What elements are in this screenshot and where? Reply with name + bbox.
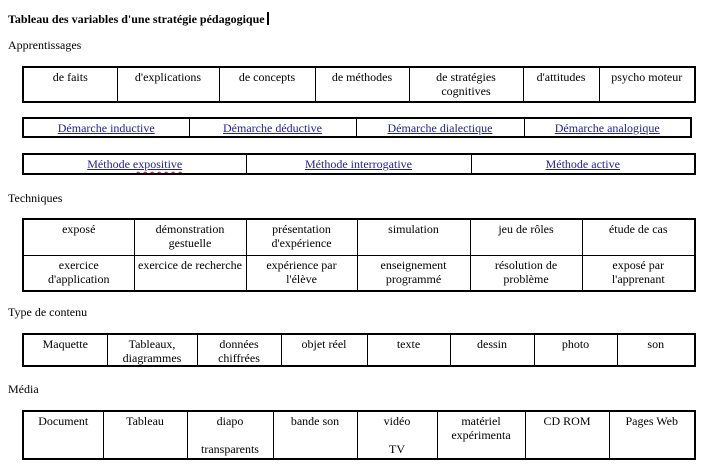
cell-demarche-dialectique: [356, 118, 524, 137]
table-row: [23, 219, 695, 255]
cell-expose-apprenant: exposé par l'apprenant: [582, 255, 695, 291]
cell-son: son: [617, 334, 695, 366]
cell-methode-interrogative: [246, 154, 471, 174]
cell-concepts: de concepts: [219, 67, 315, 102]
cell-tableaux-diagrammes: Tableaux, diagrammes: [107, 334, 197, 366]
cell-bande-son: bande son: [273, 411, 357, 459]
cell-exercice-recherche: exercice de recherche: [134, 255, 246, 291]
cell-presentation-experience: présentation d'expérience: [246, 219, 357, 255]
link-methode-expositive-word1: Méthode: [87, 157, 133, 171]
cell-photo: photo: [534, 334, 617, 366]
text-transparents: transparents: [201, 442, 259, 456]
cell-methode-expositive: [23, 154, 246, 174]
cell-methode-active: [471, 154, 695, 174]
cell-de-faits: de faits: [23, 67, 117, 102]
link-methode-interrogative[interactable]: Méthode interrogative: [305, 157, 412, 171]
cell-demonstration-gestuelle: démonstration gestuelle: [134, 219, 246, 255]
section-type-de-contenu: Type de contenu: [8, 305, 88, 319]
cell-psycho-moteur: psycho moteur: [599, 67, 695, 102]
table-row: [23, 67, 695, 102]
text-diapo: diapo: [216, 414, 244, 428]
techniques-table: [22, 218, 696, 292]
section-media: Média: [8, 382, 39, 396]
cell-document: Document: [23, 411, 103, 459]
cell-exercice-application: exercice d'application: [23, 255, 134, 291]
cell-pages-web: Pages Web: [609, 411, 695, 459]
link-demarche-analogique[interactable]: Démarche analogique: [554, 120, 660, 135]
media-table: [22, 410, 696, 460]
methodes-table: [22, 153, 696, 175]
cell-materiel-experimental: matériel expérimenta: [437, 411, 525, 459]
contenu-table: [22, 333, 696, 367]
link-methode-active[interactable]: Méthode active: [545, 157, 620, 171]
cell-demarche-inductive: [23, 118, 189, 137]
cell-jeu-de-roles: jeu de rôles: [470, 219, 582, 255]
table-row: [23, 334, 695, 366]
table-row: [23, 411, 695, 459]
cell-objet-reel: objet réel: [281, 334, 367, 366]
cell-expose: exposé: [23, 219, 134, 255]
cell-experience-eleve: expérience par l'élève: [246, 255, 357, 291]
cell-donnees-chiffrees: données chiffrées: [197, 334, 281, 366]
page-title: [8, 12, 269, 27]
text-tv: TV: [389, 442, 405, 456]
table-row: [23, 255, 695, 291]
text-video: vidéo: [383, 414, 411, 428]
cell-texte: texte: [367, 334, 450, 366]
cell-strategies-cognitives: de stratégies cognitives: [409, 67, 523, 102]
cell-simulation: simulation: [357, 219, 470, 255]
text-cursor: [267, 12, 269, 25]
link-demarche-deductive[interactable]: Démarche déductive: [223, 120, 322, 135]
title-text: Tableau des variables d'une stratégie pédagogique: [8, 12, 265, 26]
section-techniques: Techniques: [8, 191, 63, 205]
cell-maquette: Maquette: [23, 334, 107, 366]
apprentissages-table: [22, 66, 696, 103]
cell-resolution-probleme: résolution de problème: [470, 255, 582, 291]
table-row: [23, 154, 695, 174]
cell-dessin: dessin: [450, 334, 534, 366]
cell-cd-rom: CD ROM: [525, 411, 609, 459]
cell-methodes: de méthodes: [315, 67, 409, 102]
cell-etude-de-cas: étude de cas: [582, 219, 695, 255]
table-row: [23, 118, 691, 137]
cell-demarche-deductive: [189, 118, 356, 137]
cell-enseignement-programme: enseignement programmé: [357, 255, 470, 291]
spellcheck-word: expositive: [132, 157, 183, 171]
link-demarche-inductive[interactable]: Démarche inductive: [57, 120, 155, 135]
link-methode-expositive[interactable]: [87, 157, 182, 171]
cell-attitudes: d'attitudes: [523, 67, 599, 102]
cell-demarche-analogique: [524, 118, 691, 137]
link-demarche-dialectique[interactable]: Démarche dialectique: [387, 120, 493, 135]
cell-video-tv: [357, 411, 437, 459]
cell-tableau: Tableau: [103, 411, 187, 459]
section-apprentissages: Apprentissages: [8, 38, 82, 52]
demarches-table: [22, 117, 692, 138]
cell-explications: d'explications: [117, 67, 219, 102]
cell-diapo-transparents: [187, 411, 273, 459]
